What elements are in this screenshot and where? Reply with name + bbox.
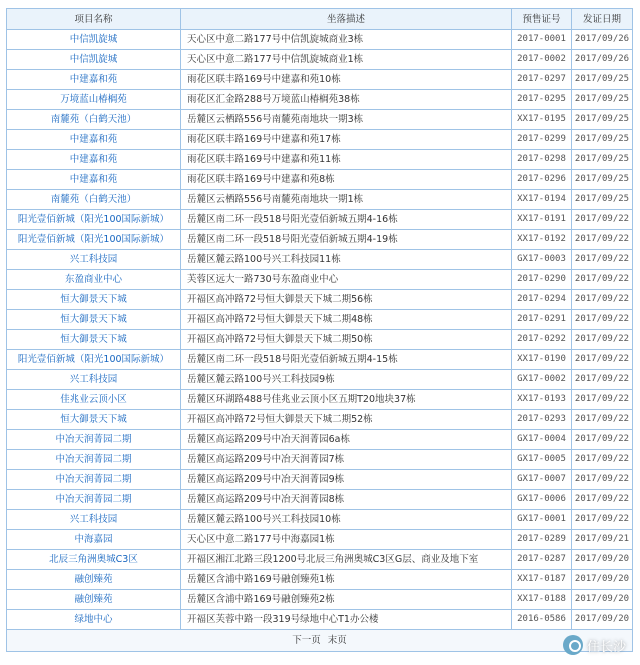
- issue-date-cell: 2017/09/22: [572, 250, 633, 270]
- project-name-link[interactable]: 中建嘉和苑: [7, 170, 181, 190]
- project-name-link[interactable]: 北辰三角洲奥城C3区: [7, 550, 181, 570]
- column-header-project-name: 项目名称: [7, 9, 181, 30]
- issue-date-cell: 2017/09/25: [572, 130, 633, 150]
- issue-date-cell: 2017/09/25: [572, 190, 633, 210]
- project-name-link[interactable]: 中冶天润菁园二期: [7, 450, 181, 470]
- permit-number-cell: GX17-0006: [512, 490, 572, 510]
- issue-date-cell: 2017/09/22: [572, 230, 633, 250]
- column-header-permit-number: 预售证号: [512, 9, 572, 30]
- issue-date-cell: 2017/09/22: [572, 270, 633, 290]
- location-cell: 岳麓区高运路209号中冶天润菁园8栋: [181, 490, 512, 510]
- permit-number-cell: GX17-0003: [512, 250, 572, 270]
- watermark: [563, 635, 626, 655]
- project-name-link[interactable]: 中建嘉和苑: [7, 150, 181, 170]
- project-name-link[interactable]: 南麓苑（白鹤天池）: [7, 190, 181, 210]
- location-cell: 岳麓区南二环一段518号阳光壹佰新城五期4-19栋: [181, 230, 512, 250]
- permit-number-cell: XX17-0195: [512, 110, 572, 130]
- issue-date-cell: 2017/09/22: [572, 210, 633, 230]
- permit-number-cell: 2017-0294: [512, 290, 572, 310]
- location-cell: 雨花区联丰路169号中建嘉和苑17栋: [181, 130, 512, 150]
- issue-date-cell: 2017/09/20: [572, 610, 633, 630]
- table-row: [7, 410, 633, 430]
- issue-date-cell: 2017/09/22: [572, 510, 633, 530]
- issue-date-cell: 2017/09/22: [572, 430, 633, 450]
- location-cell: 岳麓区含浦中路169号融创臻苑2栋: [181, 590, 512, 610]
- table-row: [7, 390, 633, 410]
- location-cell: 雨花区联丰路169号中建嘉和苑8栋: [181, 170, 512, 190]
- issue-date-cell: 2017/09/22: [572, 310, 633, 330]
- permit-number-cell: 2017-0299: [512, 130, 572, 150]
- location-cell: 开福区芙蓉中路一段319号绿地中心T1办公楼: [181, 610, 512, 630]
- issue-date-cell: 2017/09/21: [572, 530, 633, 550]
- column-header-location: 坐落描述: [181, 9, 512, 30]
- table-row: [7, 490, 633, 510]
- issue-date-cell: 2017/09/22: [572, 490, 633, 510]
- location-cell: 岳麓区南二环一段518号阳光壹佰新城五期4-16栋: [181, 210, 512, 230]
- table-row: [7, 230, 633, 250]
- project-name-link[interactable]: 南麓苑（白鹤天池）: [7, 110, 181, 130]
- permit-number-cell: GX17-0001: [512, 510, 572, 530]
- location-cell: 岳麓区环湖路488号佳兆业云顶小区五期T20地块37栋: [181, 390, 512, 410]
- issue-date-cell: 2017/09/20: [572, 550, 633, 570]
- project-name-link[interactable]: 阳光壹佰新城（阳光100国际新城）: [7, 210, 181, 230]
- permit-number-cell: XX17-0190: [512, 350, 572, 370]
- table-row: [7, 330, 633, 350]
- issue-date-cell: 2017/09/25: [572, 150, 633, 170]
- location-cell: 开福区湘江北路三段1200号北辰三角洲奥城C3区G层、商业及地下室: [181, 550, 512, 570]
- location-cell: 芙蓉区远大一路730号东盈商业中心: [181, 270, 512, 290]
- table-row: [7, 470, 633, 490]
- project-name-link[interactable]: 恒大御景天下城: [7, 290, 181, 310]
- project-name-link[interactable]: 中海嘉园: [7, 530, 181, 550]
- location-cell: 岳麓区高运路209号中冶天润菁园9栋: [181, 470, 512, 490]
- project-name-link[interactable]: 中信凯旋城: [7, 30, 181, 50]
- project-name-link[interactable]: 万境蓝山椿榈苑: [7, 90, 181, 110]
- location-cell: 岳麓区麓云路100号兴工科技园10栋: [181, 510, 512, 530]
- pagination: [7, 630, 633, 652]
- location-cell: 岳麓区含浦中路169号融创臻苑1栋: [181, 570, 512, 590]
- table-row: [7, 590, 633, 610]
- issue-date-cell: 2017/09/22: [572, 330, 633, 350]
- location-cell: 开福区高冲路72号恒大御景天下城二期52栋: [181, 410, 512, 430]
- permit-number-cell: GX17-0004: [512, 430, 572, 450]
- table-body: [7, 30, 633, 630]
- project-name-link[interactable]: 恒大御景天下城: [7, 310, 181, 330]
- project-name-link[interactable]: 阳光壹佰新城（阳光100国际新城）: [7, 230, 181, 250]
- location-cell: 岳麓区高运路209号中冶天润菁园6a栋: [181, 430, 512, 450]
- project-name-link[interactable]: 中建嘉和苑: [7, 70, 181, 90]
- location-cell: 雨花区汇金路288号万境蓝山椿榈苑38栋: [181, 90, 512, 110]
- permit-number-cell: XX17-0193: [512, 390, 572, 410]
- table-row: [7, 130, 633, 150]
- location-cell: 开福区高冲路72号恒大御景天下城二期56栋: [181, 290, 512, 310]
- project-name-link[interactable]: 佳兆业云顶小区: [7, 390, 181, 410]
- permit-number-cell: 2017-0292: [512, 330, 572, 350]
- presale-table: [6, 8, 633, 652]
- permit-number-cell: 2016-0586: [512, 610, 572, 630]
- issue-date-cell: 2017/09/26: [572, 50, 633, 70]
- issue-date-cell: 2017/09/20: [572, 570, 633, 590]
- location-cell: 开福区高冲路72号恒大御景天下城二期48栋: [181, 310, 512, 330]
- permit-number-cell: 2017-0002: [512, 50, 572, 70]
- project-name-link[interactable]: 中冶天润菁园二期: [7, 490, 181, 510]
- issue-date-cell: 2017/09/22: [572, 410, 633, 430]
- next-page-link[interactable]: 下一页: [292, 635, 321, 646]
- location-cell: 岳麓区麓云路100号兴工科技园11栋: [181, 250, 512, 270]
- last-page-link[interactable]: 末页: [327, 635, 347, 646]
- table-row: [7, 90, 633, 110]
- project-name-link[interactable]: 中信凯旋城: [7, 50, 181, 70]
- project-name-link[interactable]: 兴工科技园: [7, 510, 181, 530]
- location-cell: 岳麓区云栖路556号南麓苑南地块一期3栋: [181, 110, 512, 130]
- table-row: [7, 550, 633, 570]
- issue-date-cell: 2017/09/22: [572, 450, 633, 470]
- permit-number-cell: XX17-0188: [512, 590, 572, 610]
- project-name-link[interactable]: 东盈商业中心: [7, 270, 181, 290]
- permit-number-cell: 2017-0287: [512, 550, 572, 570]
- presale-table-container: [6, 8, 632, 652]
- project-name-link[interactable]: 中冶天润菁园二期: [7, 430, 181, 450]
- issue-date-cell: 2017/09/26: [572, 30, 633, 50]
- issue-date-cell: 2017/09/22: [572, 350, 633, 370]
- table-row: [7, 30, 633, 50]
- project-name-link[interactable]: 融创臻苑: [7, 570, 181, 590]
- table-row: [7, 170, 633, 190]
- permit-number-cell: 2017-0291: [512, 310, 572, 330]
- table-header-row: [7, 9, 633, 30]
- location-cell: 岳麓区高运路209号中冶天润菁园7栋: [181, 450, 512, 470]
- location-cell: 雨花区联丰路169号中建嘉和苑10栋: [181, 70, 512, 90]
- table-row: [7, 290, 633, 310]
- permit-number-cell: XX17-0191: [512, 210, 572, 230]
- table-row: [7, 610, 633, 630]
- project-name-link[interactable]: 恒大御景天下城: [7, 410, 181, 430]
- watermark-logo-icon: [563, 635, 583, 655]
- table-row: [7, 150, 633, 170]
- permit-number-cell: 2017-0293: [512, 410, 572, 430]
- permit-number-cell: GX17-0002: [512, 370, 572, 390]
- issue-date-cell: 2017/09/25: [572, 170, 633, 190]
- location-cell: 开福区高冲路72号恒大御景天下城二期50栋: [181, 330, 512, 350]
- table-row: [7, 270, 633, 290]
- location-cell: 岳麓区南二环一段518号阳光壹佰新城五期4-15栋: [181, 350, 512, 370]
- permit-number-cell: GX17-0007: [512, 470, 572, 490]
- table-row: [7, 50, 633, 70]
- issue-date-cell: 2017/09/22: [572, 470, 633, 490]
- table-row: [7, 110, 633, 130]
- project-name-link[interactable]: 恒大御景天下城: [7, 330, 181, 350]
- location-cell: 天心区中意二路177号中海嘉园1栋: [181, 530, 512, 550]
- project-name-link[interactable]: 中冶天润菁园二期: [7, 470, 181, 490]
- location-cell: 岳麓区云栖路556号南麓苑南地块一期1栋: [181, 190, 512, 210]
- issue-date-cell: 2017/09/25: [572, 110, 633, 130]
- permit-number-cell: 2017-0001: [512, 30, 572, 50]
- permit-number-cell: 2017-0296: [512, 170, 572, 190]
- watermark-text: 住长沙: [586, 639, 626, 655]
- permit-number-cell: XX17-0187: [512, 570, 572, 590]
- issue-date-cell: 2017/09/25: [572, 70, 633, 90]
- issue-date-cell: 2017/09/25: [572, 90, 633, 110]
- location-cell: 天心区中意二路177号中信凯旋城商业1栋: [181, 50, 512, 70]
- issue-date-cell: 2017/09/22: [572, 370, 633, 390]
- table-row: [7, 450, 633, 470]
- project-name-link[interactable]: 兴工科技园: [7, 370, 181, 390]
- table-row: [7, 430, 633, 450]
- permit-number-cell: XX17-0194: [512, 190, 572, 210]
- permit-number-cell: 2017-0290: [512, 270, 572, 290]
- issue-date-cell: 2017/09/22: [572, 290, 633, 310]
- table-row: [7, 570, 633, 590]
- table-row: [7, 370, 633, 390]
- table-row: [7, 190, 633, 210]
- table-row: [7, 530, 633, 550]
- column-header-issue-date: 发证日期: [572, 9, 633, 30]
- location-cell: 雨花区联丰路169号中建嘉和苑11栋: [181, 150, 512, 170]
- permit-number-cell: GX17-0005: [512, 450, 572, 470]
- permit-number-cell: 2017-0289: [512, 530, 572, 550]
- table-row: [7, 310, 633, 330]
- issue-date-cell: 2017/09/20: [572, 590, 633, 610]
- project-name-link[interactable]: 阳光壹佰新城（阳光100国际新城）: [7, 350, 181, 370]
- location-cell: 岳麓区麓云路100号兴工科技园9栋: [181, 370, 512, 390]
- location-cell: 天心区中意二路177号中信凯旋城商业3栋: [181, 30, 512, 50]
- permit-number-cell: 2017-0297: [512, 70, 572, 90]
- project-name-link[interactable]: 绿地中心: [7, 610, 181, 630]
- permit-number-cell: XX17-0192: [512, 230, 572, 250]
- project-name-link[interactable]: 中建嘉和苑: [7, 130, 181, 150]
- table-row: [7, 350, 633, 370]
- table-row: [7, 70, 633, 90]
- issue-date-cell: 2017/09/22: [572, 390, 633, 410]
- table-row: [7, 250, 633, 270]
- permit-number-cell: 2017-0295: [512, 90, 572, 110]
- table-row: [7, 210, 633, 230]
- pagination-row: [7, 630, 633, 652]
- project-name-link[interactable]: 融创臻苑: [7, 590, 181, 610]
- permit-number-cell: 2017-0298: [512, 150, 572, 170]
- table-row: [7, 510, 633, 530]
- project-name-link[interactable]: 兴工科技园: [7, 250, 181, 270]
